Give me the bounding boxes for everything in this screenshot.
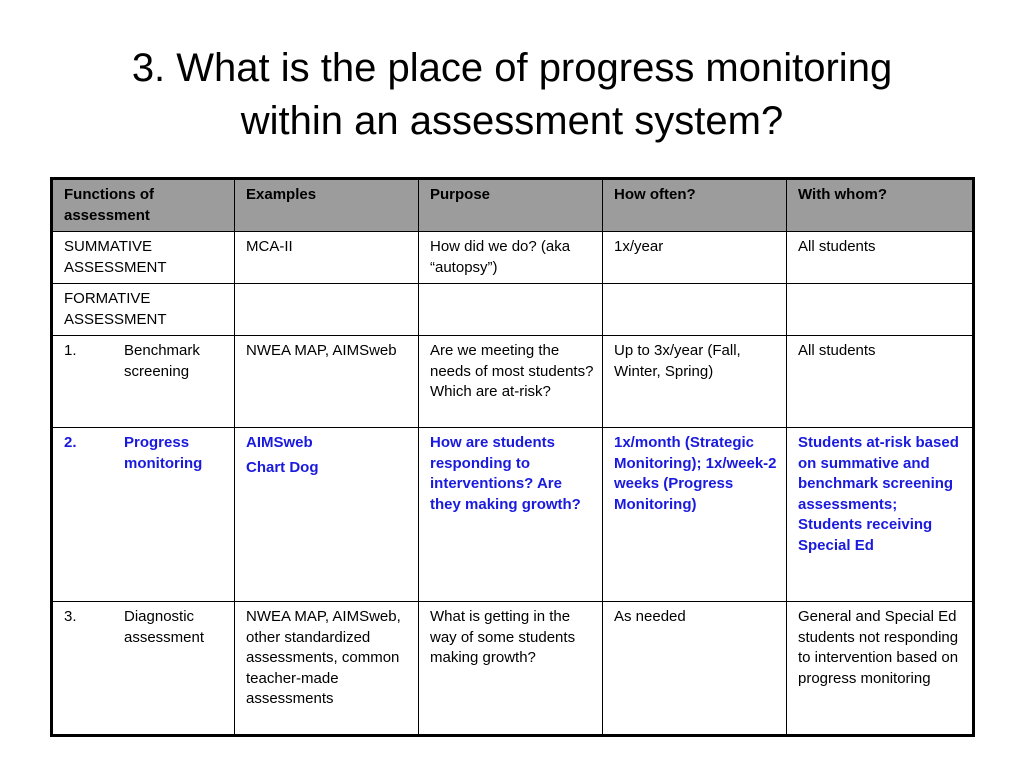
cell-function bbox=[52, 336, 235, 428]
header-with-whom: With whom? bbox=[787, 179, 974, 232]
cell-purpose: Are we meeting the needs of most students? Which are at-risk? bbox=[419, 336, 603, 428]
header-functions: Functions of assessment bbox=[52, 179, 235, 232]
slide-title bbox=[0, 42, 1024, 148]
cell-with-whom: All students bbox=[787, 232, 974, 284]
numbered-item bbox=[64, 341, 226, 382]
cell-how-often: 1x/month (Strategic Monitoring); 1x/week-2 weeks (Progress Monitoring) bbox=[603, 428, 787, 602]
item-label: Benchmark screening bbox=[124, 342, 200, 380]
cell-examples: MCA-II bbox=[235, 232, 419, 284]
cell-purpose bbox=[419, 284, 603, 336]
header-purpose: Purpose bbox=[419, 179, 603, 232]
example-aimsweb: AIMSweb bbox=[246, 434, 313, 451]
item-number: 3. bbox=[64, 608, 77, 625]
table-row-diagnostic bbox=[52, 602, 974, 736]
cell-purpose: How are students responding to interventions? Are they making growth? bbox=[419, 428, 603, 602]
cell-with-whom: All students bbox=[787, 336, 974, 428]
cell-how-often: As needed bbox=[603, 602, 787, 736]
cell-examples: NWEA MAP, AIMSweb, other standardized assessments, common teacher-made assessments bbox=[235, 602, 419, 736]
header-examples: Examples bbox=[235, 179, 419, 232]
cell-examples: NWEA MAP, AIMSweb bbox=[235, 336, 419, 428]
table-header bbox=[52, 179, 974, 232]
numbered-item bbox=[64, 433, 226, 474]
example-chart-dog: Chart Dog bbox=[246, 458, 319, 476]
assessment-table bbox=[50, 177, 975, 737]
cell-with-whom bbox=[787, 284, 974, 336]
header-row bbox=[52, 179, 974, 232]
slide-title-line-1: 3. What is the place of progress monitoring bbox=[131, 46, 893, 90]
cell-how-often bbox=[603, 284, 787, 336]
item-number: 1. bbox=[64, 342, 77, 359]
item-label: Diagnostic assessment bbox=[124, 608, 205, 646]
cell-how-often: 1x/year bbox=[603, 232, 787, 284]
table-row-progress-monitoring bbox=[52, 428, 974, 602]
cell-purpose: What is getting in the way of some students making growth? bbox=[419, 602, 603, 736]
cell-function bbox=[52, 428, 235, 602]
item-number: 2. bbox=[64, 434, 77, 451]
table-row-formative bbox=[52, 284, 974, 336]
slide-title-line-2: within an assessment system? bbox=[240, 99, 784, 143]
cell-with-whom: General and Special Ed students not responding to intervention based on progress monitoring bbox=[787, 602, 974, 736]
cell-function: FORMATIVE ASSESSMENT bbox=[52, 284, 235, 336]
table-row-benchmark bbox=[52, 336, 974, 428]
header-how-often: How often? bbox=[603, 179, 787, 232]
numbered-item bbox=[64, 607, 226, 648]
cell-with-whom: Students at-risk based on summative and benchmark screening assessments; Students receiving Special Ed bbox=[787, 428, 974, 602]
cell-examples bbox=[235, 428, 419, 602]
cell-function: SUMMATIVE ASSESSMENT bbox=[52, 232, 235, 284]
table-body bbox=[52, 232, 974, 736]
cell-examples bbox=[235, 284, 419, 336]
item-label: Progress monitoring bbox=[124, 434, 203, 472]
cell-function bbox=[52, 602, 235, 736]
table-row-summative bbox=[52, 232, 974, 284]
cell-purpose: How did we do? (aka “autopsy”) bbox=[419, 232, 603, 284]
cell-how-often: Up to 3x/year (Fall, Winter, Spring) bbox=[603, 336, 787, 428]
